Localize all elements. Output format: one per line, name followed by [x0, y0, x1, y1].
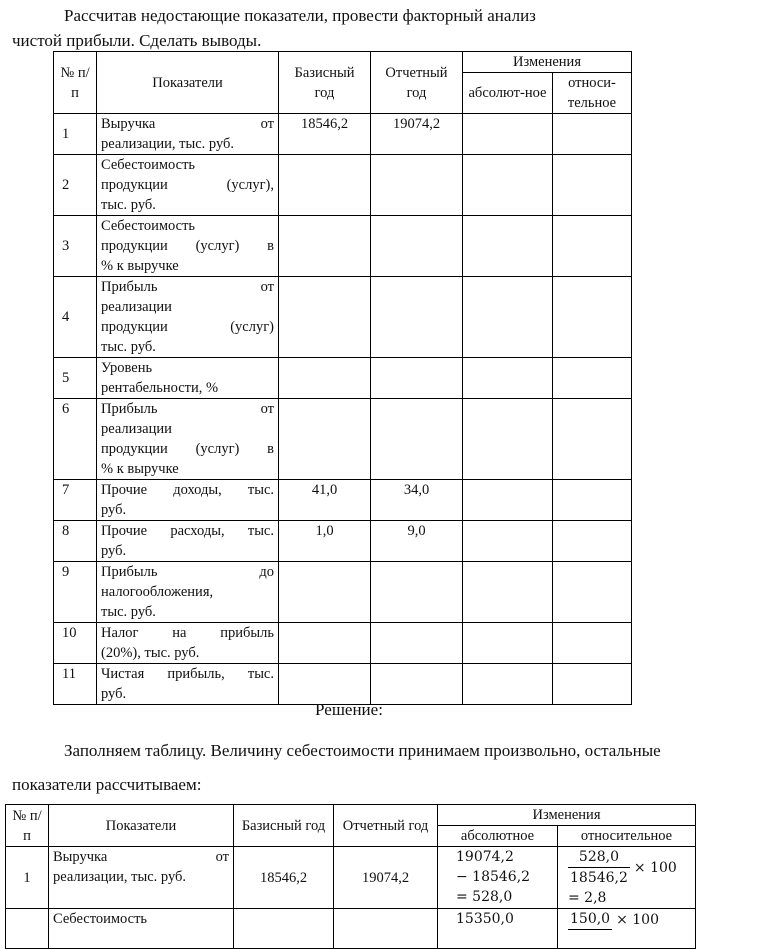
cell-absolute [438, 909, 558, 949]
solution-table-body [6, 847, 696, 949]
relative-fraction [568, 847, 630, 888]
row-label-line: Прибыль до [101, 564, 274, 580]
cell-base [279, 216, 371, 277]
row-label-line: Чистая прибыль, тыс. [101, 666, 274, 682]
cell-report [371, 216, 463, 277]
row-label-line: продукции (услуг), [101, 177, 274, 193]
row-number: 9 [54, 562, 97, 623]
row-number: 11 [54, 664, 97, 705]
task-table [53, 51, 632, 705]
cell-report: 19074,2 [334, 847, 438, 909]
row-label-line: руб. [101, 686, 127, 702]
cell-report: 34,0 [371, 480, 463, 521]
row-label-line: Себестоимость [101, 218, 196, 234]
row-label-line: Налог на прибыль [101, 625, 274, 641]
row-number [6, 909, 49, 949]
cell-relative [553, 216, 632, 277]
absolute-line: 19074,2 [456, 849, 514, 865]
row-label-line: % к выручке [101, 461, 179, 477]
row-label-line: % к выручке [101, 258, 179, 274]
header-report-year: Отчетный год [371, 52, 463, 114]
fraction-denominator: 18546,2 [570, 870, 628, 886]
cell-relative [558, 847, 696, 909]
cell-base: 41,0 [279, 480, 371, 521]
cell-absolute [463, 480, 553, 521]
cell-relative [553, 623, 632, 664]
cell-base [279, 155, 371, 216]
table-row [54, 155, 632, 216]
row-label-line: рентабельности, % [101, 380, 219, 396]
cell-base [279, 623, 371, 664]
solution-heading: Решение: [315, 700, 383, 719]
cell-base [279, 562, 371, 623]
absolute-line: 15350,0 [456, 911, 514, 927]
table-row [54, 358, 632, 399]
table-row [54, 521, 632, 562]
fraction-numerator: 528,0 [568, 847, 630, 868]
header-num: № п/п [54, 52, 97, 114]
row-number: 10 [54, 623, 97, 664]
fraction-numerator: 150,0 [568, 909, 612, 930]
cell-base [279, 664, 371, 705]
row-label-line: тыс. руб. [101, 197, 156, 213]
task-table-body [54, 114, 632, 705]
table-row [6, 909, 696, 949]
table-row [54, 664, 632, 705]
relative-result: = 2,8 [568, 890, 607, 906]
row-label-line: Себестоимость [53, 911, 148, 927]
solution-table [5, 804, 696, 949]
cell-absolute [463, 358, 553, 399]
cell-relative [558, 909, 696, 949]
cell-relative [553, 114, 632, 155]
row-label [97, 521, 279, 562]
row-number: 8 [54, 521, 97, 562]
row-number: 3 [54, 216, 97, 277]
table-row [54, 216, 632, 277]
row-label-line: тыс. руб. [101, 339, 156, 355]
row-label-line: реализации [101, 421, 172, 437]
row-number: 5 [54, 358, 97, 399]
row-label [97, 358, 279, 399]
header-changes: Изменения [463, 52, 632, 73]
relative-fraction [568, 909, 612, 930]
header-indicator: Показатели [97, 52, 279, 114]
table-row [54, 277, 632, 358]
cell-report [371, 155, 463, 216]
cell-base: 18546,2 [234, 847, 334, 909]
header-relative: относи-тельное [553, 73, 632, 114]
sol-header-report-year: Отчетный год [334, 805, 438, 847]
row-number: 1 [6, 847, 49, 909]
row-label-line: продукции (услуг) в [101, 238, 274, 254]
row-label [97, 664, 279, 705]
row-label-line: руб. [101, 543, 127, 559]
cell-report [371, 664, 463, 705]
cell-base [279, 277, 371, 358]
row-label-line: (20%), тыс. руб. [101, 645, 200, 661]
absolute-line: = 528,0 [456, 889, 513, 905]
row-label-line: реализации, тыс. руб. [101, 136, 234, 152]
header-absolute: абсолют-ное [463, 73, 553, 114]
row-label-line: реализации [101, 299, 172, 315]
row-label [97, 562, 279, 623]
header-base-year: Базисный год [279, 52, 371, 114]
cell-report [371, 358, 463, 399]
cell-absolute [463, 562, 553, 623]
intro-line-1: Рассчитав недостающие показатели, провести факторный анализ [64, 6, 536, 25]
row-label [49, 847, 234, 909]
row-label-line: Выручка от [101, 116, 274, 132]
sol-header-relative: относительное [558, 826, 696, 847]
cell-base: 18546,2 [279, 114, 371, 155]
sol-header-indicator: Показатели [49, 805, 234, 847]
row-label-line: продукции (услуг) в [101, 441, 274, 457]
row-label-line: тыс. руб. [101, 604, 156, 620]
row-label-line: продукции (услуг) [101, 319, 274, 335]
row-label [97, 480, 279, 521]
cell-absolute [463, 623, 553, 664]
row-label-line: Прочие расходы, тыс. [101, 523, 274, 539]
row-label-line: руб. [101, 502, 127, 518]
cell-base: 1,0 [279, 521, 371, 562]
cell-base [279, 399, 371, 480]
cell-absolute [463, 664, 553, 705]
cell-report: 19074,2 [371, 114, 463, 155]
row-label-line: Выручка от [53, 849, 229, 865]
cell-relative [553, 399, 632, 480]
row-label-line: Прибыль от [101, 401, 274, 417]
cell-absolute [463, 216, 553, 277]
row-label [97, 155, 279, 216]
multiplier: × 100 [633, 859, 677, 876]
cell-relative [553, 521, 632, 562]
table-row [6, 847, 696, 909]
table-row [54, 399, 632, 480]
row-number: 6 [54, 399, 97, 480]
cell-report [371, 277, 463, 358]
cell-relative [553, 277, 632, 358]
cell-report [371, 623, 463, 664]
row-label-line: реализации, тыс. руб. [53, 869, 186, 885]
table-row [54, 623, 632, 664]
multiplier: × 100 [616, 911, 659, 928]
row-label [97, 216, 279, 277]
row-label-line: Прибыль от [101, 279, 274, 295]
row-label [97, 277, 279, 358]
row-label-line: Уровень [101, 360, 153, 376]
sol-header-changes: Изменения [438, 805, 696, 826]
sol-header-base-year: Базисный год [234, 805, 334, 847]
row-label-line: Себестоимость [101, 157, 196, 173]
table-row [54, 114, 632, 155]
cell-absolute [463, 155, 553, 216]
cell-absolute [463, 114, 553, 155]
intro-paragraph [12, 3, 688, 53]
cell-relative [553, 562, 632, 623]
cell-relative [553, 155, 632, 216]
intro-line-2: чистой прибыли. Сделать выводы. [12, 31, 262, 50]
row-label [97, 114, 279, 155]
cell-absolute [438, 847, 558, 909]
cell-base [234, 909, 334, 949]
cell-report [334, 909, 438, 949]
table-row [54, 562, 632, 623]
row-number: 4 [54, 277, 97, 358]
cell-absolute [463, 521, 553, 562]
cell-relative [553, 480, 632, 521]
row-label-line: налогообложения, [101, 584, 214, 600]
cell-absolute [463, 277, 553, 358]
cell-relative [553, 358, 632, 399]
cell-report: 9,0 [371, 521, 463, 562]
absolute-line: − 18546,2 [456, 869, 531, 885]
sol-header-num: № п/п [6, 805, 49, 847]
solution-text: Заполняем таблицу. Величину себестоимости принимаем произвольно, остальные показатели рассчитываем: [12, 741, 661, 794]
cell-absolute [463, 399, 553, 480]
row-number: 2 [54, 155, 97, 216]
row-number: 7 [54, 480, 97, 521]
row-number: 1 [54, 114, 97, 155]
row-label-line: Прочие доходы, тыс. [101, 482, 274, 498]
row-label [49, 909, 234, 949]
row-label [97, 623, 279, 664]
cell-relative [553, 664, 632, 705]
sol-header-absolute: абсолютное [438, 826, 558, 847]
cell-report [371, 399, 463, 480]
cell-base [279, 358, 371, 399]
table-row [54, 480, 632, 521]
cell-report [371, 562, 463, 623]
row-label [97, 399, 279, 480]
